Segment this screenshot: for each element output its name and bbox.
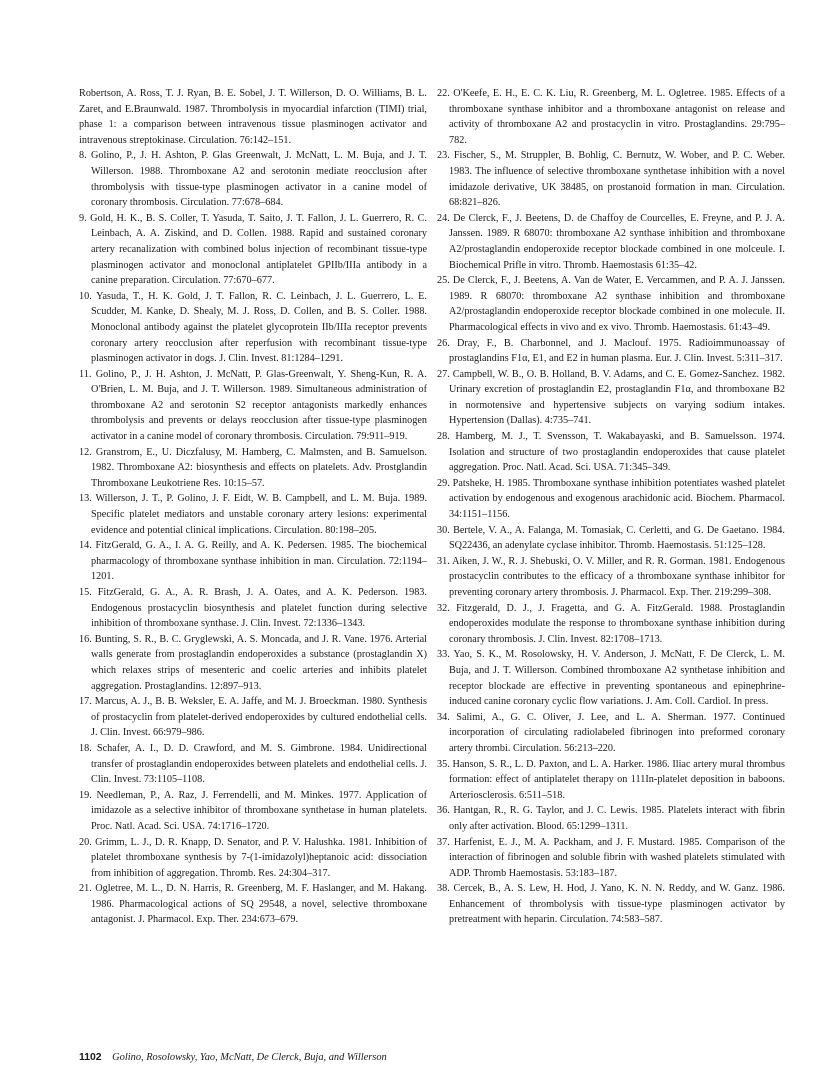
reference-number: 8. xyxy=(79,150,87,162)
reference-number: 9. xyxy=(79,212,87,224)
reference-item xyxy=(437,803,785,834)
reference-item xyxy=(79,881,427,928)
reference-number: 37. xyxy=(437,836,450,848)
reference-text: Fitzgerald, D. J., J. Fragetta, and G. A. FitzGerald. 1988. Prostaglandin endoperoxides modulate the response to thromboxane synthase inhibition during coronary thrombosis. J. Clin. Invest. 82:1708–1713. xyxy=(449,602,785,645)
reference-item xyxy=(437,429,785,476)
reference-item xyxy=(79,585,427,632)
reference-text: Campbell, W. B., O. B. Holland, B. V. Adams, and C. E. Gomez-Sanchez. 1982. Urinary excretion of prostaglandin E2, prostaglandin F1α, and thromboxane B2 in normotensive and hypertensive subjects on varying sodium intakes. Hypertension (Dallas). 4:735–741. xyxy=(449,368,785,427)
reference-item xyxy=(437,710,785,757)
running-authors: Golino, Rosolowsky, Yao, McNatt, De Clerck, Buja, and Willerson xyxy=(112,1052,387,1063)
reference-number: 18. xyxy=(79,742,92,754)
reference-text: Yao, S. K., M. Rosolowsky, H. V. Anderson, J. McNatt, F. De Clerck, L. M. Buja, and J. T. Willerson. Combined thromboxane A2 synthetase inhibition and receptor blockade are effective in preventing spontaneous and epinephrine-induced canine coronary cyclic flow variations. J. Am. Coll. Cardiol. In press. xyxy=(449,649,785,708)
reference-item xyxy=(437,757,785,804)
reference-number: 23. xyxy=(437,150,450,162)
reference-text: Gold, H. K., B. S. Coller, T. Yasuda, T. Saito, J. T. Fallon, J. L. Guerrero, R. C. Leinbach, A. A. Ziskind, and D. Collen. 1988. Rapid and sustained coronary artery recanalization with combined bolus injection of recombinant tissue-type plasminogen activator and monoclonal antiplatelet GPIIb/IIIa antibody in a canine preparation. Circulation. 77:670–677. xyxy=(90,212,427,287)
reference-number: 26. xyxy=(437,337,450,349)
reference-text: De Clerck, F., J. Beetens, A. Van de Water, E. Vercammen, and P. A. J. Janssen. 1989. R 68070: thromboxane A2 synthase inhibition and thromboxane A2/prostaglandin endoperoxide receptor blockade combined in one molecule. II. Pharmacological effects in vivo and ex vivo. Thromb. Haemostasis. 61:43–49. xyxy=(449,275,785,333)
reference-number: 30. xyxy=(437,524,450,536)
reference-number: 14. xyxy=(79,540,92,552)
reference-item xyxy=(79,148,427,210)
page-number: 1102 xyxy=(79,1052,102,1063)
reference-item xyxy=(79,835,427,882)
reference-number: 12. xyxy=(79,446,92,458)
reference-item xyxy=(437,881,785,928)
reference-item xyxy=(79,538,427,585)
reference-text: Harfenist, E. J., M. A. Packham, and J. F. Mustard. 1985. Comparison of the interaction of fibrinogen and soluble fibrin with washed platelets stimulated with ADP. Thromb Haemostasis. 53:183–187. xyxy=(449,836,785,879)
left-reference-list xyxy=(79,148,427,928)
reference-item xyxy=(437,601,785,648)
reference-item xyxy=(437,835,785,882)
reference-text: Hamberg, M. J., T. Svensson, T. Wakabayaski, and B. Samuelsson. 1974. Isolation and structure of two prostaglandin endoperoxides that cause platelet aggregation. Proc. Natl. Acad. Sci. USA. 71:345–349. xyxy=(449,431,785,474)
reference-number: 36. xyxy=(437,805,450,817)
reference-text: Grimm, L. J., D. R. Knapp, D. Senator, and P. V. Halushka. 1981. Inhibition of platelet thromboxane synthesis by 7-(1-imidazolyl)heptanoic acid: dissociation from inhibition of aggregation. Thromb. Res. 24:304–317. xyxy=(91,836,427,879)
reference-item xyxy=(79,632,427,694)
left-column xyxy=(79,86,427,928)
reference-item xyxy=(437,148,785,210)
reference-text: Patsheke, H. 1985. Thromboxane synthase inhibition potentiates washed platelet activation by endogenous and exogenous arachidonic acid. Biochem. Pharmacol. 34:1151–1156. xyxy=(449,477,785,521)
reference-text: De Clerck, F., J. Beetens, D. de Chaffoy de Courcelles, E. Freyne, and P. J. A. Janssen. 1989. R 68070: thromboxane A2 synthase inhibition and thromboxane A2/prostaglandin endoperoxide receptor blockade combined in one molceule. I. Biochemical Prifle in vitro. Thromb. Haemostasis 61:35–42. xyxy=(449,212,785,271)
reference-text: O'Keefe, E. H., E. C. K. Liu, R. Greenberg, M. L. Ogletree. 1985. Effects of a thromboxane synthase inhibitor and a thromboxane antagonist on release and activity of thromboxane A2 and prostacyclin in vitro. Prostaglandins. 29:795–782. xyxy=(449,88,785,146)
reference-text: Schafer, A. I., D. D. Crawford, and M. S. Gimbrone. 1984. Unidirectional transfer of prostaglandin endoperoxides between platelets and endothelial cells. J. Clin. Invest. 73:1105–1108. xyxy=(91,742,427,786)
reference-text: Hantgan, R., R. G. Taylor, and J. C. Lewis. 1985. Platelets interact with fibrin only after activation. Blood. 65:1299–1311. xyxy=(449,805,785,832)
reference-number: 16. xyxy=(79,633,92,645)
reference-text: Willerson, J. T., P. Golino, J. F. Eidt, W. B. Campbell, and L. M. Buja. 1989. Specific platelet mediators and unstable coronary artery lesions: experimental evidence and potential clinical implications. Circulation. 80:198–205. xyxy=(91,493,428,536)
reference-item xyxy=(437,476,785,523)
reference-item xyxy=(79,694,427,741)
reference-number: 15. xyxy=(79,587,92,598)
reference-number: 11. xyxy=(79,368,92,380)
reference-number: 34. xyxy=(437,711,450,723)
reference-text: Ogletree, M. L., D. N. Harris, R. Greenberg, M. F. Haslanger, and M. Hakang. 1986. Pharmacological actions of SQ 29548, a novel, selective thromboxane antagonist. J. Pharmacol. Exp. Ther. 234:673–679. xyxy=(91,883,427,926)
reference-number: 22. xyxy=(437,88,450,99)
reference-item xyxy=(437,336,785,367)
reference-text: Yasuda, T., H. K. Gold, J. T. Fallon, R. C. Leinbach, J. L. Guerrero, L. E. Scudder, M. Kanke, D. Shealy, M. J. Ross, D. Collen, and B. S. Coller. 1988. Monoclonal antibody against the platelet glycoprotein IIb/IIIa receptor prevents coronary artery reocclusion after reperfusion with recombinant tissue-type plasminogen activator in dogs. J. Clin. Invest. 81:1284–1291. xyxy=(91,290,427,365)
reference-number: 10. xyxy=(79,290,92,302)
reference-text: Bunting, S. R., B. C. Gryglewski, A. S. Moncada, and J. R. Vane. 1976. Arterial walls generate from prostaglandin endoperoxides a substance (prostaglandin X) which relaxes strips of mesenteric and coelic arteries and inhibits platelet aggregation. Prostaglandins. 12:897–913. xyxy=(91,633,428,692)
reference-text: Bertele, V. A., A. Falanga, M. Tomasiak, C. Cerletti, and G. De Gaetano. 1984. SQ22436, an adenylate cyclase inhibitor. Thromb. Haemostasis. 51:125–128. xyxy=(449,524,785,552)
reference-item xyxy=(79,289,427,367)
reference-number: 27. xyxy=(437,368,450,380)
reference-item xyxy=(79,211,427,289)
reference-item xyxy=(437,554,785,601)
reference-item xyxy=(79,741,427,788)
reference-text: FitzGerald, G. A., A. R. Brash, J. A. Oates, and A. K. Pederson. 1983. Endogenous prostacyclin biosynthesis and platelet function during selective inhibition of thromboxane synthase. J. Clin. Invest. 72:1336–1343. xyxy=(91,587,427,630)
reference-number: 33. xyxy=(437,649,450,661)
reference-text: Fischer, S., M. Struppler, B. Bohlig, C. Bernutz, W. Wober, and P. C. Weber. 1983. The influence of selective thromboxane synthetase inhibition with a novel imidazole derivative, UK 38485, on prostanoid formation in man. Circulation. 68:821–826. xyxy=(449,150,785,209)
reference-item xyxy=(437,523,785,554)
reference-number: 35. xyxy=(437,758,450,770)
reference-number: 19. xyxy=(79,789,92,801)
reference-number: 24. xyxy=(437,212,450,224)
reference-item xyxy=(79,367,427,445)
reference-continuation: Robertson, A. Ross, T. J. Ryan, B. E. Sobel, J. T. Willerson, D. O. Williams, B. L. Zaret, and E.Braunwald. 1987. Thrombolysis in myocardial infarction (TIMI) trial, phase 1: a comparison between intravenous tissue plasminogen activator and intravenous streptokinase. Circulation. 76:142–151. xyxy=(79,88,427,146)
reference-text: Golino, P., J. H. Ashton, P. Glas Greenwalt, J. McNatt, L. M. Buja, and J. T. Willerson. 1988. Thromboxane A2 and serotonin mediate reocclusion after thrombolysis with tissue-type plasminogen activator in a canine model of coronary thrombosis. Circulation. 77:678–684. xyxy=(90,150,427,209)
reference-item xyxy=(437,273,785,335)
reference-number: 20. xyxy=(79,836,92,848)
reference-number: 38. xyxy=(437,883,450,895)
reference-number: 28. xyxy=(437,431,450,443)
reference-item xyxy=(437,367,785,429)
reference-text: Granstrom, E., U. Diczfalusy, M. Hamberg, C. Malmsten, and B. Samuelson. 1982. Thromboxane A2: biosynthesis and effects on platelets. Adv. Prostglandin Thromboxane Leukotriene Res. 10:15–57. xyxy=(91,446,427,489)
reference-text: FitzGerald, G. A., I. A. G. Reilly, and A. K. Pedersen. 1985. The biochemical pharmacology of thromboxane synthase inhibition in man. Circulation. 72:1194–1201. xyxy=(91,540,427,583)
reference-text: Aiken, J. W., R. J. Shebuski, O. V. Miller, and R. R. Gorman. 1981. Endogenous prostacyclin contributes to the efficacy of a thromboxane synthase inhibitor for preventing coronary artery thrombosis. J. Pharmacol. Exp. Ther. 219:299–308. xyxy=(449,555,785,598)
reference-number: 17. xyxy=(79,696,92,708)
reference-number: 21. xyxy=(79,883,92,895)
reference-item xyxy=(79,445,427,492)
reference-text: Needleman, P., A. Raz, J. Ferrendelli, and M. Minkes. 1977. Application of imidazole as a selective inhibitor of thromboxane synthetase in human platelets. Proc. Natl. Acad. Sci. USA. 74:1716–1720. xyxy=(91,789,427,832)
right-column xyxy=(437,86,785,928)
reference-number: 29. xyxy=(437,477,450,489)
reference-item xyxy=(437,211,785,273)
reference-number: 13. xyxy=(79,493,92,505)
page-footer xyxy=(79,1051,759,1065)
right-reference-list xyxy=(437,86,785,928)
reference-item xyxy=(437,647,785,709)
reference-item xyxy=(79,788,427,835)
reference-number: 25. xyxy=(437,275,450,287)
reference-item xyxy=(437,86,785,148)
reference-number: 32. xyxy=(437,602,450,614)
reference-text: Cercek, B., A. S. Lew, H. Hod, J. Yano, K. N. N. Reddy, and W. Ganz. 1986. Enhancement of thrombolysis with tissue-type plasminogen activator by pretreatment with heparin. Circulation. 74:583–587. xyxy=(449,883,785,926)
reference-text: Dray, F., B. Charbonnel, and J. Maclouf. 1975. Radioimmunoassay of prostaglandins F1α, E1, and E2 in human plasma. Eur. J. Clin. Invest. 5:311–317. xyxy=(449,337,785,365)
reference-text: Marcus, A. J., B. B. Weksler, E. A. Jaffe, and M. J. Broeckman. 1980. Synthesis of prostacyclin from platelet-derived endoperoxides by cultured endothelial cells. J. Clin. Invest. 66:979–986. xyxy=(91,696,427,739)
reference-number: 31. xyxy=(437,555,450,567)
reference-text: Golino, P., J. H. Ashton, J. McNatt, P. Glas-Greenwalt, Y. Sheng-Kun, R. A. O'Brien, L. M. Buja, and J. T. Willerson. 1989. Simultaneous administration of thromboxane A2 and serotonin S2 receptor antagonists markedly enhances thrombolysis and prevents or delays reocclusion after tissue-type plasminogen activator in a canine model of coronary thrombosis. Circulation. 79:911–919. xyxy=(91,368,427,443)
reference-text: Salimi, A., G. C. Oliver, J. Lee, and L. A. Sherman. 1977. Continued incorporation of circulating radiolabeled fibrinogen into preformed coronary artery thrombi. Circulation. 56:213–220. xyxy=(449,711,785,754)
reference-item xyxy=(79,491,427,538)
reference-text: Hanson, S. R., L. D. Paxton, and L. A. Harker. 1986. Iliac artery mural thrombus formation: effect of antiplatelet therapy on 111In-platelet deposition in baboons. Arteriosclerosis. 6:511–518. xyxy=(449,758,785,801)
